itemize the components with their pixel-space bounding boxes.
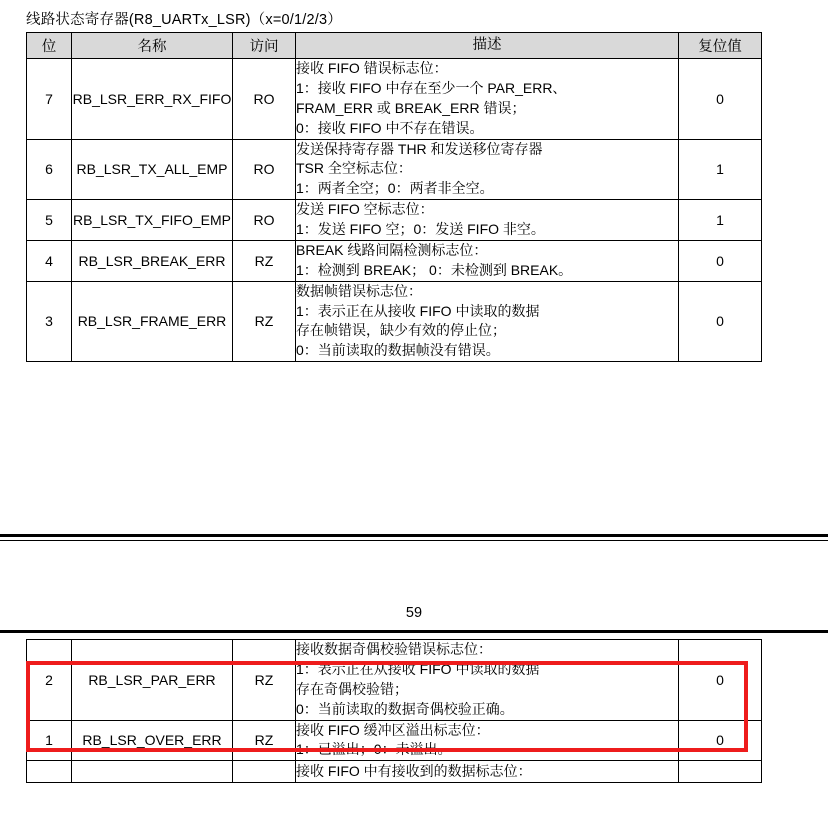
cell-access: RZ <box>233 640 296 721</box>
cell-name: RB_LSR_FRAME_ERR <box>72 281 233 362</box>
desc-line: 1：检测到 BREAK； 0：未检测到 BREAK。 <box>296 261 573 278</box>
cell-access: RO <box>233 200 296 241</box>
cell-access: RO <box>233 59 296 140</box>
table-row <box>27 139 762 200</box>
desc-line: 1：接收 FIFO 中存在至少一个 PAR_ERR、 <box>296 79 567 96</box>
cell-bit: 5 <box>27 200 72 241</box>
cell-bit: 2 <box>27 640 72 721</box>
table-row <box>27 240 762 281</box>
cell-name <box>72 761 233 783</box>
desc-line: 0：当前读取的数据奇偶校验正确。 <box>296 700 514 717</box>
desc-line: 1：发送 FIFO 空；0：发送 FIFO 非空。 <box>296 221 545 237</box>
cell-reset: 0 <box>679 640 762 721</box>
cell-access: RZ <box>233 720 296 761</box>
desc-line: BREAK 线路间隔检测标志位： <box>296 241 488 258</box>
column-header-name: 名称 <box>72 33 233 59</box>
table-row <box>27 59 762 140</box>
cell-bit <box>27 761 72 783</box>
cell-bit: 7 <box>27 59 72 140</box>
desc-line: 0：接收 FIFO 中不存在错误。 <box>296 119 484 136</box>
cell-bit: 6 <box>27 139 72 200</box>
table-row <box>27 640 762 721</box>
cell-description <box>296 281 679 362</box>
page-header-rule <box>0 630 828 633</box>
desc-line: 1：表示正在从接收 FIFO 中读取的数据 <box>296 660 540 677</box>
desc-line: 存在帧错误，缺少有效的停止位； <box>296 322 506 339</box>
page-title: 线路状态寄存器(R8_UARTx_LSR)（x=0/1/2/3） <box>26 12 342 28</box>
cell-name: RB_LSR_OVER_ERR <box>72 720 233 761</box>
cell-reset: 0 <box>679 240 762 281</box>
desc-line: 接收 FIFO 中有接收到的数据标志位： <box>296 763 532 780</box>
cell-reset <box>679 761 762 783</box>
desc-line: TSR 全空标志位： <box>296 160 412 177</box>
desc-line: 接收数据奇偶校验错误标志位： <box>296 641 492 657</box>
page-break-rule-thin <box>0 540 828 541</box>
cell-description <box>296 761 679 783</box>
cell-reset: 0 <box>679 720 762 761</box>
register-table-top <box>26 32 762 362</box>
desc-line: 发送 FIFO 空标志位： <box>296 201 434 218</box>
cell-name: RB_LSR_BREAK_ERR <box>72 240 233 281</box>
table-header-row <box>27 33 762 59</box>
desc-line: 1：两者全空；0：两者非全空。 <box>296 180 494 197</box>
page-number: 59 <box>405 605 423 621</box>
cell-access <box>233 761 296 783</box>
cell-description <box>296 200 679 241</box>
desc-line: 1：已溢出；0：未溢出。 <box>296 741 452 758</box>
desc-line: 1：表示正在从接收 FIFO 中读取的数据 <box>296 302 540 319</box>
cell-bit: 4 <box>27 240 72 281</box>
cell-description <box>296 720 679 761</box>
cell-reset: 1 <box>679 139 762 200</box>
column-header-bit: 位 <box>27 33 72 59</box>
table-row-partial <box>27 761 762 783</box>
cell-description <box>296 59 679 140</box>
cell-reset: 0 <box>679 281 762 362</box>
page-break-rule-thick <box>0 534 828 537</box>
cell-description <box>296 640 679 721</box>
desc-line: 发送保持寄存器 THR 和发送移位寄存器 <box>296 140 543 157</box>
cell-access: RZ <box>233 281 296 362</box>
column-header-description: 描述 <box>296 33 679 59</box>
column-header-access: 访问 <box>233 33 296 59</box>
table-row <box>27 720 762 761</box>
cell-name: RB_LSR_PAR_ERR <box>72 640 233 721</box>
register-table-bottom <box>26 639 762 783</box>
table-row <box>27 200 762 241</box>
column-header-reset: 复位值 <box>679 33 762 59</box>
desc-line: 接收 FIFO 缓冲区溢出标志位： <box>296 721 490 738</box>
table-row <box>27 281 762 362</box>
cell-bit: 1 <box>27 720 72 761</box>
cell-access: RO <box>233 139 296 200</box>
cell-name: RB_LSR_TX_ALL_EMP <box>72 139 233 200</box>
desc-line: 0：当前读取的数据帧没有错误。 <box>296 342 500 359</box>
cell-reset: 0 <box>679 59 762 140</box>
desc-line: FRAM_ERR 或 BREAK_ERR 错误； <box>296 99 526 116</box>
desc-line: 存在奇偶校验错； <box>296 680 408 697</box>
desc-line: 接收 FIFO 错误标志位： <box>296 60 448 76</box>
cell-name: RB_LSR_ERR_RX_FIFO <box>72 59 233 140</box>
cell-access: RZ <box>233 240 296 281</box>
cell-reset: 1 <box>679 200 762 241</box>
cell-description <box>296 240 679 281</box>
cell-name: RB_LSR_TX_FIFO_EMP <box>72 200 233 241</box>
cell-bit: 3 <box>27 281 72 362</box>
cell-description <box>296 139 679 200</box>
desc-line: 数据帧错误标志位： <box>296 282 422 299</box>
